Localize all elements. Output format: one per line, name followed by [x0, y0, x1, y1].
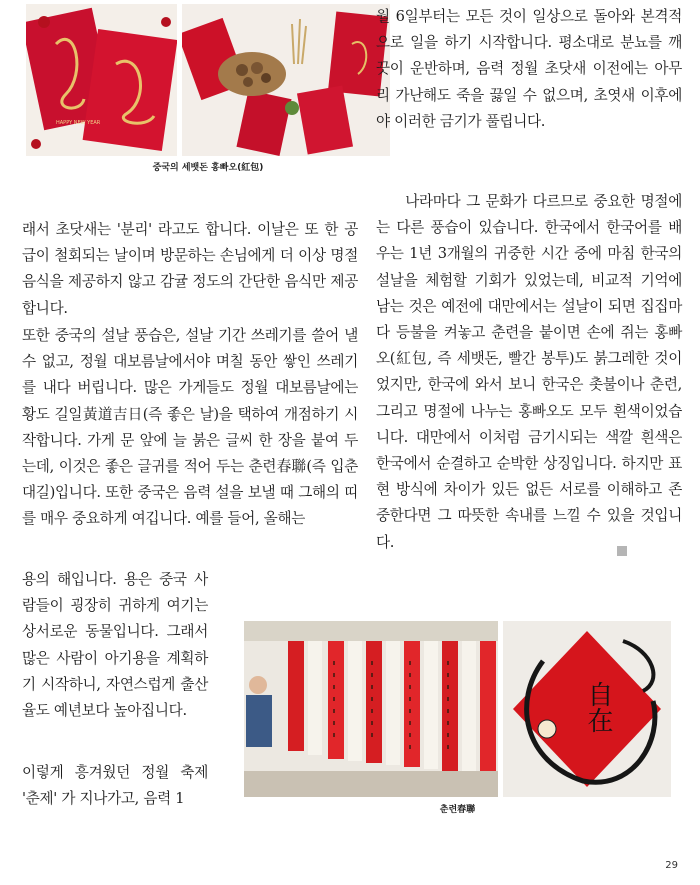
right-paragraph-2: 나라마다 그 문화가 다르므로 중요한 명절에는 다른 풍습이 있습니다. 한국에서 한국어를 배우는 1년 3개월의 귀중한 시간 중에 마침 한국의 설날을 체험할 기회가 있었는데, 비교적 기억에 남는 것은 예전에 대만에서는 설날이 되면 집집마다 등불을 켜놓고 춘련을 붙이면 손에 쥐는 홍빠오(紅包, 즉 세뱃돈, 빨간 봉투)도 붉그레한 것이었지만, 한국에 와서 보니 한국은 촛불이나 춘련, 그리고 명절에 나누는 홍빠오도 모두 흰색이었습니다. 대만에서 이처럼 금기시되는 색깔 흰색은 한국에서 순결하고 순박한 상징입니다. 하지만 표현 방식에 차이가 있든 없든 서로를 이해하고 존중한다면 그 따뜻한 속내를 느낄 수 있을 것입니다. [376, 193, 682, 551]
page-number: 29 [665, 860, 678, 871]
calligraphy-illustration [503, 621, 671, 797]
hanging-couplets-illustration [244, 621, 498, 797]
red-envelope-illustration [26, 4, 177, 156]
calligraphy-text: 自在 [583, 681, 613, 733]
left-paragraph-4: 이렇게 흥겨웠던 정월 축제 '춘제' 가 지나가고, 음력 1 [22, 764, 208, 808]
couplets-caption: 춘련春聯 [439, 805, 476, 815]
right-paragraph-1: 월 6일부터는 모든 것이 일상으로 돌아와 본격적으로 일을 하기 시작합니다. 평소대로 분뇨를 깨끗이 운반하며, 음력 정월 초닷새 이전에는 아무리 가난해도 죽을 끓일 수 없으며, 초엿새 이후에야 이러한 금기가 풀립니다. [376, 8, 682, 130]
article-end-mark [617, 546, 627, 556]
red-envelope-photo-right [182, 4, 390, 156]
left-paragraph-1: 래서 초닷새는 '분리' 라고도 합니다. 이날은 또 한 공급이 철회되는 날이며 방문하는 손님에게 더 이상 명절 음식을 제공하지 않고 감귤 정도의 간단한 음식만 제공합니다. [22, 221, 358, 317]
couplets-photo-hanging [244, 621, 498, 797]
left-paragraph-3: 용의 해입니다. 용은 중국 사람들이 굉장히 귀하게 여기는 상서로운 동물입니다. 그래서 많은 사람이 아기용을 계획하기 시작하니, 자연스럽게 출산율도 예년보다 높아집니다. [22, 571, 208, 720]
left-paragraph-2: 또한 중국의 설날 풍습은, 설날 기간 쓰레기를 쓸어 낼 수 없고, 정월 대보름날에서야 며칠 동안 쌓인 쓰레기를 내다 버립니다. 많은 가게들도 정월 대보름날에는 황도 길일黃道吉日(즉 좋은 날)을 택하여 개점하기 시작합니다. 가게 문 앞에 늘 붉은 글씨 한 장을 붙여 두는데, 이것은 좋은 글귀를 적어 두는 춘련春聯(즉 입춘대길)입니다. 또한 중국은 음력 설을 보낼 때 그해의 띠를 매우 중요하게 여깁니다. 예를 들어, 올해는 [22, 327, 358, 528]
red-envelope-basket-illustration [182, 4, 390, 156]
red-envelope-caption: 중국의 세뱃돈 홍빠오(紅包) [152, 163, 264, 173]
couplets-photo-calligraphy [503, 621, 671, 797]
envelope-card-text: HAPPY NEW YEAR [56, 120, 101, 126]
red-envelope-photo-left [26, 4, 177, 156]
